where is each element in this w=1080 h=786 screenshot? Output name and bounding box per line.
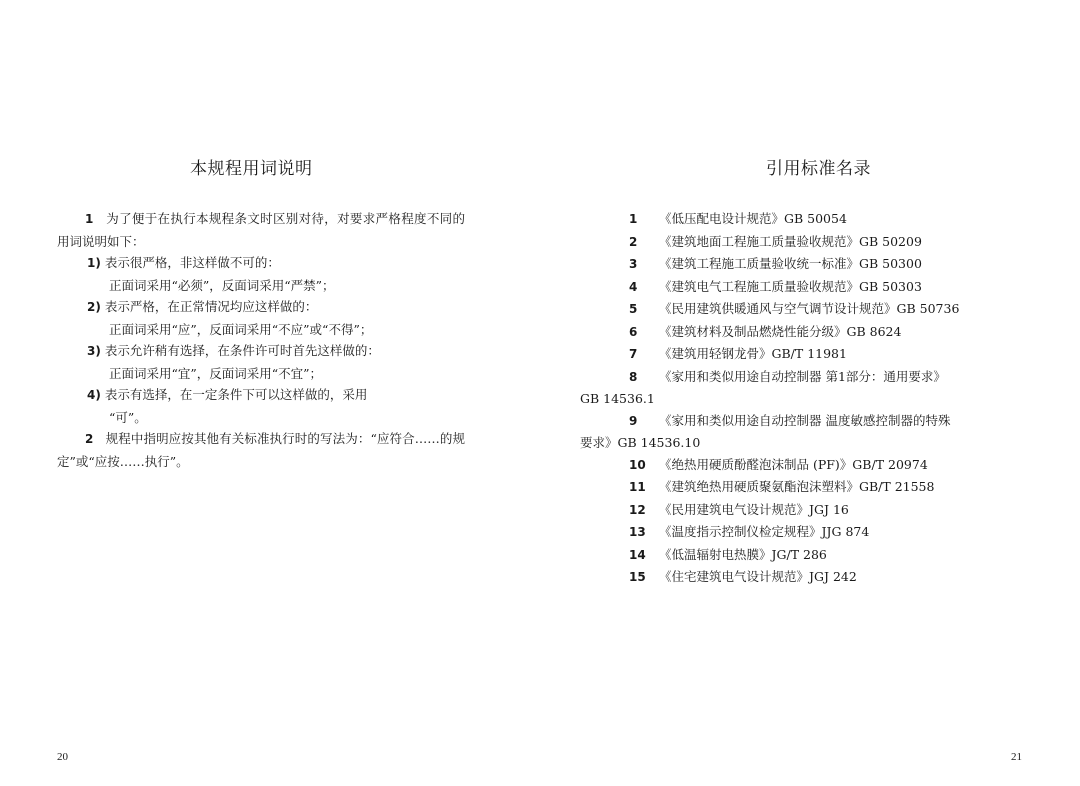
clause-2 <box>57 428 465 472</box>
list-item: 5 《民用建筑供暖通风与空气调节设计规范》GB 50736 <box>629 301 960 316</box>
list-item-continuation: GB 14536.1 <box>580 391 655 406</box>
list-item: 10 《绝热用硬质酚醛泡沫制品 (PF)》GB/T 20974 <box>629 456 928 472</box>
clause-number: 1 <box>85 212 94 226</box>
list-item: 13 《温度指示控制仪检定规程》JJG 874 <box>629 524 870 539</box>
list-item: 8 《家用和类似用途自动控制器 第1部分：通用要求》 <box>629 368 946 384</box>
list-item-detail: 正面词采用“必须”，反面词采用“严禁”； <box>109 277 335 293</box>
list-item: 3 《建筑工程施工质量验收统一标准》GB 50300 <box>629 256 922 271</box>
list-item-detail: 正面词采用“应”，反面词采用“不应”或“不得”； <box>109 321 373 337</box>
list-item: 1) 表示很严格，非这样做不可的： <box>87 255 280 270</box>
list-item: 4 《建筑电气工程施工质量验收规范》GB 50303 <box>629 278 922 294</box>
list-item: 2) 表示严格，在正常情况均应这样做的： <box>87 299 318 314</box>
terms-explanation <box>57 208 465 472</box>
page-number: 21 <box>1011 751 1022 763</box>
list-item: 6 《建筑材料及制品燃烧性能分级》GB 8624 <box>629 323 902 339</box>
page-number: 20 <box>57 751 68 763</box>
clause-text: 规程中指明应按其他有关标准执行时的写法为：“应符合……的规定”或“应按……执行”。 <box>57 431 465 469</box>
clause-1 <box>57 208 465 252</box>
list-item: 3) 表示允许稍有选择，在条件许可时首先这样做的： <box>87 343 380 358</box>
list-item: 9 《家用和类似用途自动控制器 温度敏感控制器的特殊 <box>629 412 951 428</box>
list-item: 14 《低温辐射电热膜》JG/T 286 <box>629 546 827 562</box>
page-title: 引用标准名录 <box>766 159 871 179</box>
list-item: 12 《民用建筑电气设计规范》JGJ 16 <box>629 501 849 517</box>
referenced-standards-list <box>580 208 1027 589</box>
page-title: 本规程用词说明 <box>190 159 313 179</box>
list-item-detail: “可”。 <box>109 409 147 425</box>
list-item-detail: 正面词采用“宜”，反面词采用“不宜”； <box>109 365 323 381</box>
list-item-continuation: 要求》GB 14536.10 <box>580 435 701 450</box>
list-item: 11 《建筑绝热用硬质聚氨酯泡沫塑料》GB/T 21558 <box>629 479 935 494</box>
list-item: 2 《建筑地面工程施工质量验收规范》GB 50209 <box>629 233 922 249</box>
list-item: 4) 表示有选择，在一定条件下可以这样做的，采用 <box>87 387 368 402</box>
list-item: 1 《低压配电设计规范》GB 50054 <box>629 211 847 226</box>
clause-number: 2 <box>85 432 94 446</box>
clause-text: 为了便于在执行本规程条文时区别对待，对要求严格程度不同的用词说明如下： <box>57 211 465 249</box>
right-page <box>540 0 1080 786</box>
list-item: 15 《住宅建筑电气设计规范》JGJ 242 <box>629 569 857 584</box>
list-item: 7 《建筑用轻钢龙骨》GB/T 11981 <box>629 346 847 361</box>
